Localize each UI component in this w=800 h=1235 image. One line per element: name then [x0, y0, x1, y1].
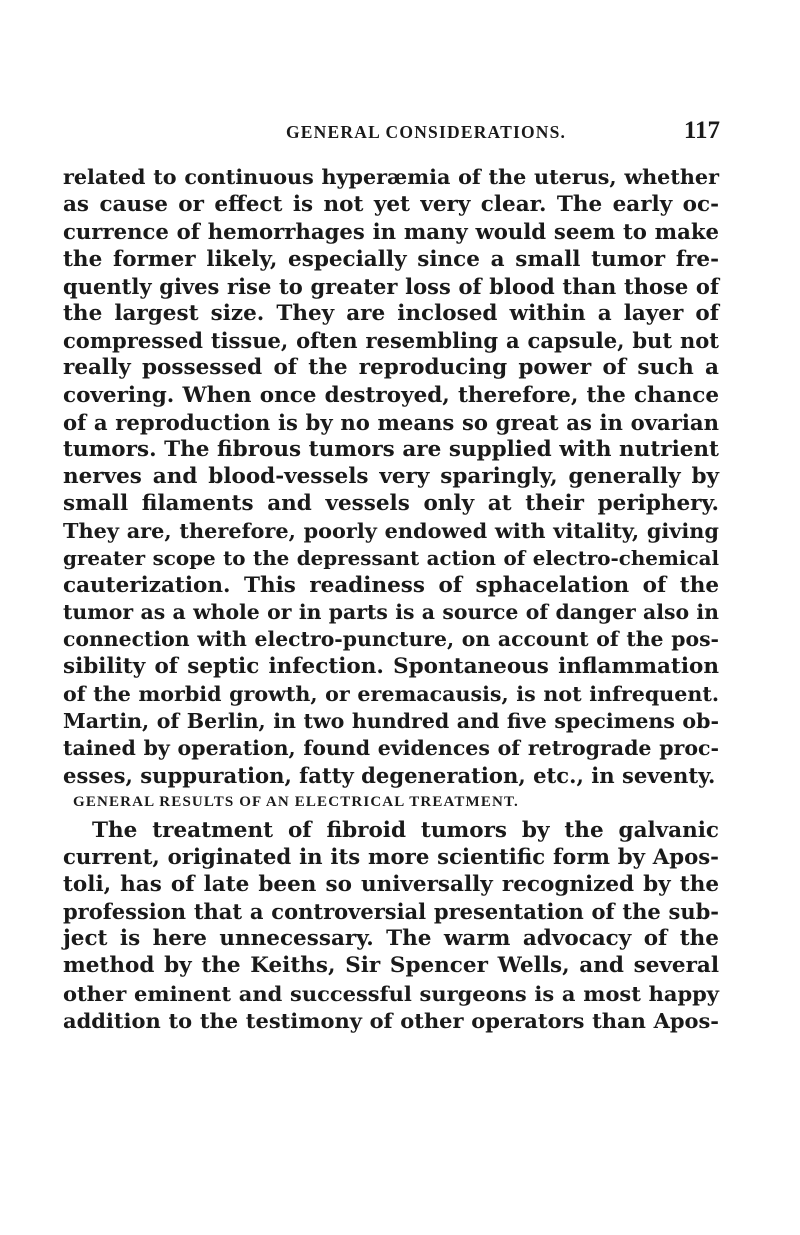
text-line: ject is here unnecessary. The warm advocacy of the — [63, 926, 719, 952]
text-line: current, originated in its more scientific form by Apos- — [63, 844, 719, 870]
text-line: Martin, of Berlin, in two hundred and five specimens ob- — [63, 708, 719, 733]
text-line: tumors. The fibrous tumors are supplied with nutrient — [63, 436, 719, 462]
text-line: of a reproduction is by no means so great as in ovarian — [63, 409, 719, 435]
text-line: cauterization. This readiness of sphacelation of the — [63, 572, 719, 598]
text-line: of the morbid growth, or eremacausis, is not infrequent. — [63, 681, 719, 706]
text-line: addition to the testimony of other operators than Apos- — [63, 1007, 719, 1033]
text-line: compressed tissue, often resembling a capsule, but not — [63, 328, 719, 354]
text-line: The treatment of fibroid tumors by the galvanic — [92, 817, 719, 843]
paragraph-1 — [63, 164, 719, 789]
text-line: small filaments and vessels only at their periphery. — [63, 491, 719, 517]
text-line: nerves and blood-vessels very sparingly, generally by — [63, 464, 719, 490]
text-line: really possessed of the reproducing power of such a — [63, 355, 719, 381]
text-line: related to continuous hyperæmia of the uterus, whether — [63, 165, 719, 189]
text-line: tumor as a whole or in parts is a source of danger also in — [63, 600, 719, 624]
text-line: tained by operation, found evidences of retrograde proc- — [63, 735, 719, 760]
text-line: toli, has of late been so universally recognized by the — [63, 871, 719, 897]
text-line: covering. When once destroyed, therefore, the chance — [63, 382, 719, 408]
paragraph-2 — [63, 817, 719, 1035]
section-heading: GENERAL RESULTS OF AN ELECTRICAL TREATMENT. — [73, 794, 519, 811]
text-line: quently gives rise to greater loss of blood than those of — [63, 273, 719, 299]
text-line: the former likely, especially since a small tumor fre- — [63, 246, 719, 272]
text-line: the largest size. They are inclosed within a layer of — [63, 300, 719, 326]
text-line: They are, therefore, poorly endowed with vitality, giving — [63, 518, 719, 544]
body-text — [63, 164, 719, 1034]
text-line: sibility of septic infection. Spontaneous inflammation — [63, 654, 719, 680]
running-title: GENERAL CONSIDERATIONS. — [286, 122, 567, 142]
text-line: currence of hemorrhages in many would seem to make — [63, 219, 719, 245]
running-head — [63, 118, 720, 146]
text-line: other eminent and successful surgeons is a most happy — [63, 980, 719, 1006]
text-line: greater scope to the depressant action of electro-chemical — [63, 545, 719, 570]
text-line: profession that a controversial presentation of the sub- — [63, 899, 719, 925]
text-line: esses, suppuration, fatty degeneration, etc., in seventy. — [63, 763, 716, 789]
text-line: method by the Keiths, Sir Spencer Wells, and several — [63, 953, 719, 979]
text-line: connection with electro-puncture, on account of the pos- — [63, 627, 719, 652]
page-number: 117 — [683, 117, 720, 144]
text-line: as cause or effect is not yet very clear. The early oc- — [63, 192, 719, 218]
